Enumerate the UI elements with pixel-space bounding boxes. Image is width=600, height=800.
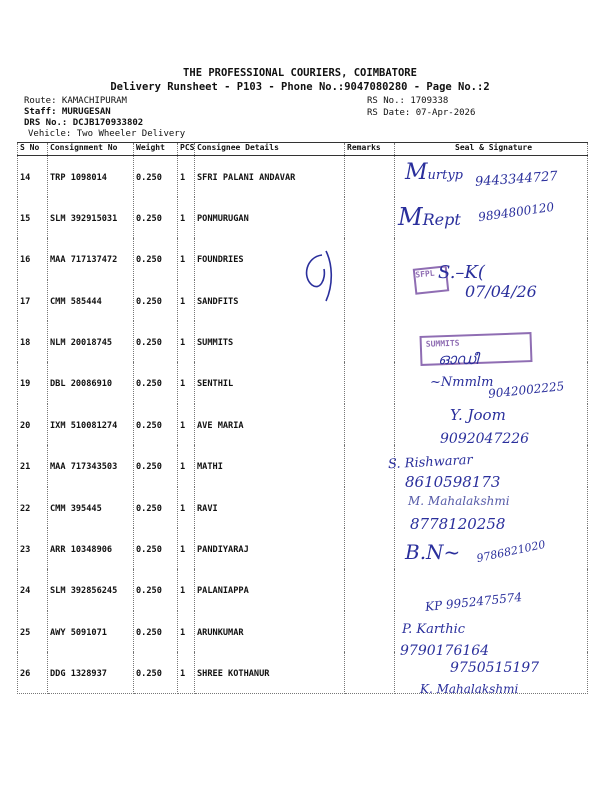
cell-pcs: 1 <box>178 321 195 362</box>
cell-weight: 0.250 <box>134 445 178 486</box>
cell-consignment: IXM 510081274 <box>48 404 134 445</box>
cell-weight: 0.250 <box>134 487 178 528</box>
cell-remarks <box>345 445 395 486</box>
cell-consignee: SUMMITS <box>195 321 345 362</box>
cell-consignment: TRP 1098014 <box>48 156 134 197</box>
col-sno: S No <box>18 143 48 156</box>
cell-pcs: 1 <box>178 611 195 652</box>
cell-consignment: AWY 5091071 <box>48 611 134 652</box>
cell-remarks <box>345 652 395 693</box>
cell-pcs: 1 <box>178 445 195 486</box>
cell-weight: 0.250 <box>134 528 178 569</box>
cell-sno: 24 <box>18 569 48 610</box>
cell-sno: 22 <box>18 487 48 528</box>
cell-weight: 0.250 <box>134 197 178 238</box>
cell-consignment: DBL 20086910 <box>48 362 134 403</box>
cell-consignment: CMM 395445 <box>48 487 134 528</box>
signature-name: S. Rishwarar <box>387 452 474 473</box>
signature-name: P. Karthic <box>402 622 466 637</box>
cell-consignee: FOUNDRIES <box>195 238 345 279</box>
cell-consignment: CMM 585444 <box>48 280 134 321</box>
rs-date: RS Date: 07-Apr-2026 <box>367 108 476 118</box>
cell-consignee: SENTHIL <box>195 362 345 403</box>
cell-remarks <box>345 238 395 279</box>
cell-consignee: SANDFITS <box>195 280 345 321</box>
cell-weight: 0.250 <box>134 569 178 610</box>
cell-consignment: SLM 392856245 <box>48 569 134 610</box>
vehicle-label: Vehicle: Two Wheeler Delivery <box>28 129 186 139</box>
cell-consignee: RAVI <box>195 487 345 528</box>
cell-sno: 18 <box>18 321 48 362</box>
cell-consignment: SLM 392915031 <box>48 197 134 238</box>
cell-remarks <box>345 569 395 610</box>
cell-remarks <box>345 528 395 569</box>
stamp: SFPL <box>413 265 450 294</box>
signature-phone: 9790176164 <box>400 643 490 659</box>
cell-consignment: MAA 717137472 <box>48 238 134 279</box>
signature-phone: 8778120258 <box>410 515 506 533</box>
cell-weight: 0.250 <box>134 611 178 652</box>
cell-sno: 14 <box>18 156 48 197</box>
cell-weight: 0.250 <box>134 652 178 693</box>
cell-remarks <box>345 611 395 652</box>
cell-weight: 0.250 <box>134 321 178 362</box>
col-signature: Seal & Signature <box>395 143 588 156</box>
table-header-row <box>18 143 588 156</box>
staff-label: Staff: MURUGESAN <box>24 107 111 117</box>
cell-sno: 21 <box>18 445 48 486</box>
drs-label: DRS No.: DCJB170933802 <box>24 118 144 128</box>
signature-phone: 9042002225 <box>487 379 565 401</box>
signature-scribble: S.–K( <box>438 262 485 283</box>
signature-scribble: Y. Joom <box>450 406 506 424</box>
signature-phone: 9092047226 <box>440 431 530 447</box>
signature-date: 07/04/26 <box>465 282 537 301</box>
signature-phone: 9750515197 <box>450 660 540 676</box>
cell-consignee: PONMURUGAN <box>195 197 345 238</box>
cell-remarks <box>345 487 395 528</box>
cell-sno: 20 <box>18 404 48 445</box>
cell-consignee: SHREE KOTHANUR <box>195 652 345 693</box>
cell-pcs: 1 <box>178 569 195 610</box>
cell-sno: 17 <box>18 280 48 321</box>
cell-consignee: ARUNKUMAR <box>195 611 345 652</box>
signature-phone: 9894800120 <box>477 199 555 225</box>
cell-consignee: AVE MARIA <box>195 404 345 445</box>
company-title: THE PROFESSIONAL COURIERS, COIMBATORE <box>183 67 417 79</box>
cell-remarks <box>345 156 395 197</box>
cell-consignment: NLM 20018745 <box>48 321 134 362</box>
cell-weight: 0.250 <box>134 280 178 321</box>
cell-pcs: 1 <box>178 404 195 445</box>
cell-consignee: MATHI <box>195 445 345 486</box>
signature-name: K. Mahalakshmi <box>420 682 519 696</box>
cell-sno: 16 <box>18 238 48 279</box>
runsheet-subtitle: Delivery Runsheet - P103 - Phone No.:9047080280 - Page No.:2 <box>110 81 490 93</box>
cell-remarks <box>345 404 395 445</box>
cell-pcs: 1 <box>178 156 195 197</box>
cell-sno: 25 <box>18 611 48 652</box>
col-consignment: Consignment No <box>48 143 134 156</box>
cell-sno: 19 <box>18 362 48 403</box>
signature-scribble: B.N~ <box>405 540 461 564</box>
cell-remarks <box>345 321 395 362</box>
signature-scribble: ഓഡീ <box>438 350 478 368</box>
col-remarks: Remarks <box>345 143 395 156</box>
cell-pcs: 1 <box>178 280 195 321</box>
cell-consignee: PANDIYARAJ <box>195 528 345 569</box>
cell-remarks <box>345 197 395 238</box>
cell-pcs: 1 <box>178 197 195 238</box>
rs-no: RS No.: 1709338 <box>367 96 449 106</box>
cell-sno: 23 <box>18 528 48 569</box>
table-row <box>18 611 588 652</box>
cell-consignee: SFRI PALANI ANDAVAR <box>195 156 345 197</box>
col-pcs: PCS <box>178 143 195 156</box>
cell-consignee: PALANIAPPA <box>195 569 345 610</box>
signature-name: M. Mahalakshmi <box>408 494 510 508</box>
cell-consignment: DDG 1328937 <box>48 652 134 693</box>
signature-phone: 9443344727 <box>474 169 559 190</box>
stamp: SUMMITS <box>420 332 533 366</box>
table-row <box>18 445 588 486</box>
signature-phone: KP 9952475574 <box>424 589 523 615</box>
cell-pcs: 1 <box>178 238 195 279</box>
cell-consignment: MAA 717343503 <box>48 445 134 486</box>
cell-remarks <box>345 280 395 321</box>
cell-remarks <box>345 362 395 403</box>
cell-pcs: 1 <box>178 652 195 693</box>
cell-weight: 0.250 <box>134 238 178 279</box>
cell-consignment: ARR 10348906 <box>48 528 134 569</box>
cell-weight: 0.250 <box>134 404 178 445</box>
signature-scribble: MRept <box>398 203 461 231</box>
cell-pcs: 1 <box>178 487 195 528</box>
signature-scribble: Murtyp <box>405 160 464 185</box>
cell-weight: 0.250 <box>134 156 178 197</box>
route-label: Route: KAMACHIPURAM <box>24 96 127 106</box>
remarks-mark <box>296 243 344 313</box>
cell-sno: 26 <box>18 652 48 693</box>
signature-phone: 8610598173 <box>405 473 501 491</box>
signature-phone: 9786821020 <box>475 537 547 566</box>
cell-pcs: 1 <box>178 528 195 569</box>
col-consignee: Consignee Details <box>195 143 345 156</box>
signature-scribble: ~Nmmlm <box>430 375 494 390</box>
cell-weight: 0.250 <box>134 362 178 403</box>
col-weight: Weight <box>134 143 178 156</box>
cell-sno: 15 <box>18 197 48 238</box>
cell-pcs: 1 <box>178 362 195 403</box>
